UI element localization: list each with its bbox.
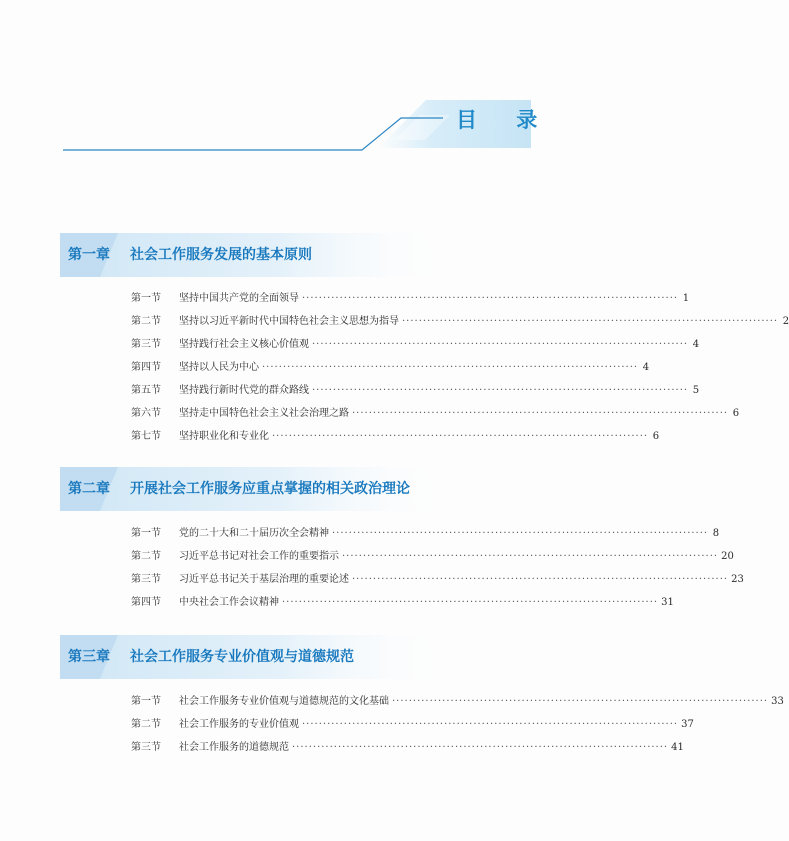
toc-entry[interactable] (131, 547, 734, 565)
page-number: 4 (692, 339, 700, 350)
page-number: 33 (771, 696, 784, 707)
chapter-2-header (60, 467, 540, 511)
section-title: 中央社会工作会议精神 (179, 597, 279, 608)
dot-leader: ·························································································· (352, 408, 729, 419)
dot-leader: ·························································································· (332, 528, 709, 539)
page-title: 目 录 (456, 108, 554, 132)
chapter-number: 第二章 (68, 481, 110, 497)
toc-entry[interactable] (131, 404, 740, 422)
dot-leader: ·························································································· (272, 431, 649, 442)
page-number: 20 (721, 551, 734, 562)
dot-leader: ·························································································· (402, 316, 779, 327)
toc-entry[interactable] (131, 381, 700, 399)
dot-leader: ·························································································· (262, 362, 639, 373)
toc-entry[interactable] (131, 335, 700, 353)
section-title: 社会工作服务的专业价值观 (179, 719, 299, 730)
chapter-number: 第一章 (68, 247, 110, 263)
section-title: 坚持以习近平新时代中国特色社会主义思想为指导 (179, 316, 399, 327)
dot-leader: ·························································································· (292, 742, 669, 753)
page-number: 6 (652, 431, 660, 442)
page-number: 8 (712, 528, 720, 539)
section-number: 第二节 (131, 316, 161, 327)
toc-entry[interactable] (131, 427, 660, 445)
section-title: 社会工作服务的道德规范 (179, 742, 289, 753)
dot-leader: ·························································································· (392, 696, 769, 707)
chapter-title: 社会工作服务发展的基本原则 (130, 247, 312, 263)
page-number: 23 (731, 574, 744, 585)
page-number: 4 (642, 362, 650, 373)
section-title: 习近平总书记关于基层治理的重要论述 (179, 574, 349, 585)
header-decoration (0, 0, 591, 160)
section-number: 第七节 (131, 431, 161, 442)
section-title: 党的二十大和二十届历次全会精神 (179, 528, 329, 539)
section-number: 第一节 (131, 696, 161, 707)
dot-leader: ·························································································· (302, 719, 679, 730)
section-number: 第四节 (131, 597, 161, 608)
chapter-title: 社会工作服务专业价值观与道德规范 (130, 649, 354, 665)
toc-entry[interactable] (131, 692, 784, 710)
section-number: 第六节 (131, 408, 161, 419)
section-number: 第二节 (131, 719, 161, 730)
toc-entry[interactable] (131, 289, 690, 307)
section-number: 第一节 (131, 528, 161, 539)
section-title: 坚持以人民为中心 (179, 362, 259, 373)
section-title: 坚持践行新时代党的群众路线 (179, 385, 309, 396)
section-title: 坚持职业化和专业化 (179, 431, 269, 442)
dot-leader: ·························································································· (352, 574, 729, 585)
toc-entry[interactable] (131, 524, 720, 542)
page-number: 37 (681, 719, 694, 730)
chapter-title: 开展社会工作服务应重点掌握的相关政治理论 (130, 481, 410, 497)
section-number: 第三节 (131, 574, 161, 585)
section-title: 坚持走中国特色社会主义社会治理之路 (179, 408, 349, 419)
section-number: 第三节 (131, 339, 161, 350)
dot-leader: ·························································································· (342, 551, 719, 562)
section-number: 第四节 (131, 362, 161, 373)
section-number: 第一节 (131, 293, 161, 304)
toc-entry[interactable] (131, 715, 694, 733)
toc-header (0, 0, 591, 160)
dot-leader: ·························································································· (282, 597, 659, 608)
section-number: 第二节 (131, 551, 161, 562)
dot-leader: ·························································································· (312, 385, 689, 396)
chapter-3-header (60, 635, 540, 679)
page-number: 5 (692, 385, 700, 396)
chapter-1-header (60, 233, 540, 277)
section-title: 坚持践行社会主义核心价值观 (179, 339, 309, 350)
section-title: 习近平总书记对社会工作的重要指示 (179, 551, 339, 562)
toc-entry[interactable] (131, 593, 674, 611)
page-number: 31 (661, 597, 674, 608)
page-number: 41 (671, 742, 684, 753)
toc-entry[interactable] (131, 738, 684, 756)
toc-entry[interactable] (131, 358, 650, 376)
page-number: 1 (682, 293, 690, 304)
dot-leader: ·························································································· (302, 293, 679, 304)
page-number: 6 (732, 408, 740, 419)
section-title: 坚持中国共产党的全面领导 (179, 293, 299, 304)
toc-entry[interactable] (131, 312, 789, 330)
page-number: 2 (782, 316, 789, 327)
dot-leader: ·························································································· (312, 339, 689, 350)
section-number: 第五节 (131, 385, 161, 396)
chapter-number: 第三章 (68, 649, 110, 665)
section-title: 社会工作服务专业价值观与道德规范的文化基础 (179, 696, 389, 707)
section-number: 第三节 (131, 742, 161, 753)
toc-entry[interactable] (131, 570, 744, 588)
